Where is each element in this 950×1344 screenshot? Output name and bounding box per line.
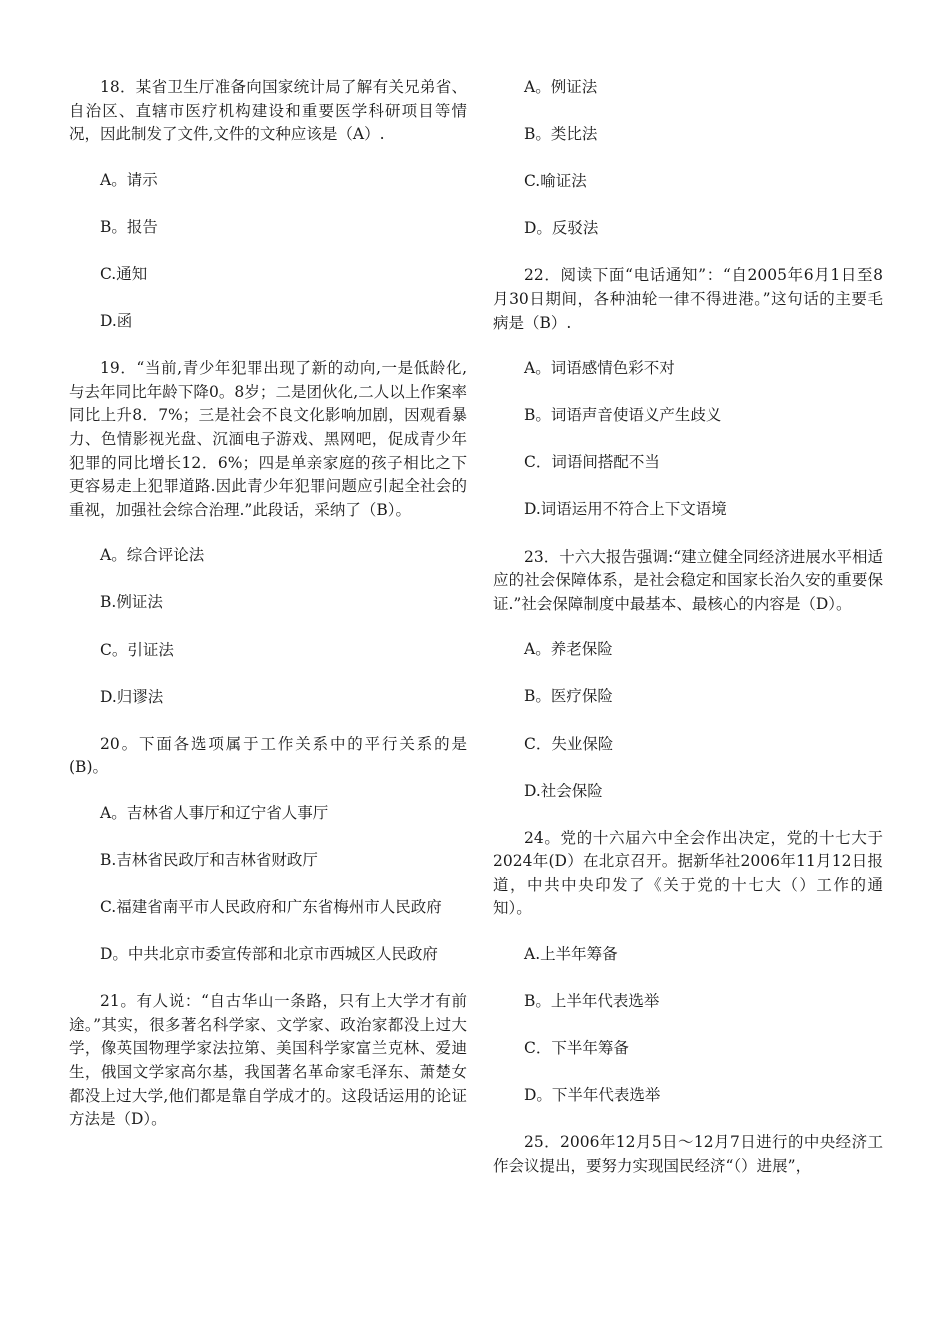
question-23-stem: 23．十六大报告强调:“建立健全同经济进展水平相适应的社会保障体系，是社会稳定和国家长治久安的重要保证.”社会保障制度中最基本、最核心的内容是（D）。 [493, 547, 883, 613]
question-21-stem: 21。有人说：“自古华山一条路，只有上大学才有前途。”其实，很多著名科学家、文学家、政治家都没上过大学，像英国物理学家法拉第、美国科学家富兰克林、爱迪生，俄国文学家高尔基，我国著名革命家毛泽东、萧楚女都没上过大学,他们都是靠自学成才的。这段话运用的论证方法是（D）。 [69, 992, 467, 1129]
question-18-option-b: B。报告 [100, 217, 158, 236]
question-24-option-c: C．下半年筹备 [524, 1039, 629, 1058]
question-23-option-b: B。医疗保险 [524, 687, 613, 706]
right-column [493, 76, 883, 1201]
question-18-stem: 18．某省卫生厅准备向国家统计局了解有关兄弟省、自治区、直辖市医疗机构建设和重要医学科研项目等情况，因此制发了文件,文件的文种应该是（A）. [69, 78, 467, 144]
question-24-stem: 24。党的十六届六中全会作出决定，党的十七大于2024年(D）在北京召开。据新华社2006年11月12日报道，中共中央印发了《关于党的十七大（）工作的通知）。 [493, 828, 883, 918]
left-column [69, 76, 467, 1154]
question-19-option-c: C。引证法 [100, 640, 174, 659]
question-23-option-a: A。养老保险 [524, 640, 613, 659]
question-24-option-d: D。下半年代表选举 [524, 1086, 661, 1105]
question-22-option-c: C．词语间搭配不当 [524, 453, 660, 472]
question-21-option-a: A。例证法 [524, 78, 598, 96]
question-19-option-a: A。综合评论法 [100, 546, 205, 565]
question-18-option-c: C.通知 [100, 264, 148, 283]
question-23-option-c: C．失业保险 [524, 734, 614, 753]
question-20-stem: 20。下面各选项属于工作关系中的平行关系的是(B)。 [69, 734, 467, 777]
question-22-option-d: D.词语运用不符合上下文语境 [524, 500, 727, 519]
question-22-option-b: B。词语声音使语义产生歧义 [524, 406, 722, 425]
question-21-option-c: C.喻证法 [524, 172, 587, 191]
question-19-option-b: B.例证法 [100, 593, 163, 612]
question-24-option-a: A.上半年筹备 [524, 945, 618, 964]
question-22-option-a: A。词语感情色彩不对 [524, 359, 675, 378]
question-18-option-a: A。请示 [100, 170, 158, 189]
question-19-option-d: D.归谬法 [100, 687, 164, 706]
question-21-option-d: D。反驳法 [524, 219, 599, 238]
question-20-option-d: D。中共北京市委宣传部和北京市西城区人民政府 [100, 945, 438, 964]
question-20-option-b: B.吉林省民政厅和吉林省财政厅 [100, 850, 318, 869]
question-25-stem: 25．2006年12月5日～12月7日进行的中央经济工作会议提出，要努力实现国民经济“（）进展”， [493, 1133, 883, 1176]
question-18-option-d: D.函 [100, 312, 133, 331]
question-22-stem: 22．阅读下面“电话通知”：“自2005年6月1日至8月30日期间，各种油轮一律不得进港。”这句话的主要毛病是（B）. [493, 266, 883, 332]
question-21-option-b: B。类比法 [524, 125, 598, 144]
question-24-option-b: B。上半年代表选举 [524, 992, 660, 1011]
question-20-option-c: C.福建省南平市人民政府和广东省梅州市人民政府 [100, 898, 442, 917]
question-20-option-a: A。吉林省人事厅和辽宁省人事厅 [100, 803, 329, 822]
question-19-stem: 19．“当前,青少年犯罪出现了新的动向,一是低龄化,与去年同比年龄下降0。8岁；二是团伙化,二人以上作案率同比上升8．7%；三是社会不良文化影响加剧，因观看暴力、色情影视光盘、沉湎电子游戏、黑网吧，促成青少年犯罪的同比增长12．6%；四是单亲家庭的孩子相比之下更容易走上犯罪道路.因此青少年犯罪问题应引起全社会的重视，加强社会综合治理.”此段话，采纳了（B）。 [69, 359, 467, 519]
question-23-option-d: D.社会保险 [524, 781, 603, 800]
